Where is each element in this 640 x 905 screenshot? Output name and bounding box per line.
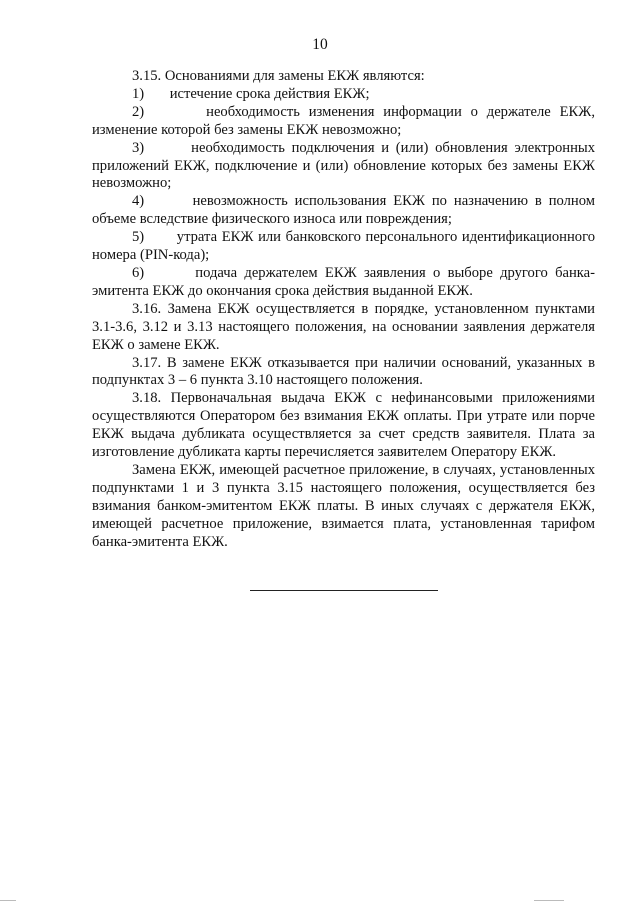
list-item-3: 3) необходимость подключения и (или) обновления электронных приложений ЕКЖ, подключение и (или) обновление которых без замены ЕКЖ невозможно; xyxy=(92,139,595,192)
page-number: 10 xyxy=(312,36,328,53)
paragraph-3-17: 3.17. В замене ЕКЖ отказывается при наличии оснований, указанных в подпунктах 3 – 6 пункта 3.10 настоящего положения. xyxy=(92,354,595,389)
list-item-6: 6) подача держателем ЕКЖ заявления о выборе другого банка-эмитента ЕКЖ до окончания срока действия выданной ЕКЖ. xyxy=(92,264,595,299)
end-divider xyxy=(250,590,438,591)
list-item-5: 5) утрата ЕКЖ или банковского персонального идентификационного номера (PIN-кода); xyxy=(92,229,595,264)
paragraph-card-replacement: Замена ЕКЖ, имеющей расчетное приложение, в случаях, установленных подпунктами 1 и 3 пункта 3.15 настоящего положения, осуществляется без взимания банком-эмитентом ЕКЖ платы. В иных случаях с держателя ЕКЖ, имеющей расчетное приложение, взимается плата, установленная тарифом банка-эмитента ЕКЖ. xyxy=(92,461,595,550)
paragraph-3-15-heading: 3.15. Основаниями для замены ЕКЖ являются: xyxy=(132,68,425,84)
paragraph-3-18: 3.18. Первоначальная выдача ЕКЖ с нефинансовыми приложениями осуществляются Оператором без взимания ЕКЖ оплаты. При утрате или порче ЕКЖ выдача дубликата осуществляется за счет средств заявителя. Плата за изготовление дубликата карты перечисляется заявителем Оператору ЕКЖ. xyxy=(92,390,595,461)
document-body xyxy=(92,68,595,551)
list-item-2: 2) необходимость изменения информации о держателе ЕКЖ, изменение которой без замены ЕКЖ невозможно; xyxy=(92,103,595,138)
list-item-1: 1) истечение срока действия ЕКЖ; xyxy=(132,85,370,102)
paragraph-3-16: 3.16. Замена ЕКЖ осуществляется в порядке, установленном пунктами 3.1-3.6, 3.12 и 3.13 настоящего положения, на основании заявления держателя ЕКЖ о замене ЕКЖ. xyxy=(92,300,595,353)
scan-edge-mark-right xyxy=(534,900,564,901)
scan-edge-mark-left xyxy=(0,900,16,901)
list-item-4: 4) невозможность использования ЕКЖ по назначению в полном объеме вследствие физического износа или повреждения; xyxy=(92,193,595,228)
